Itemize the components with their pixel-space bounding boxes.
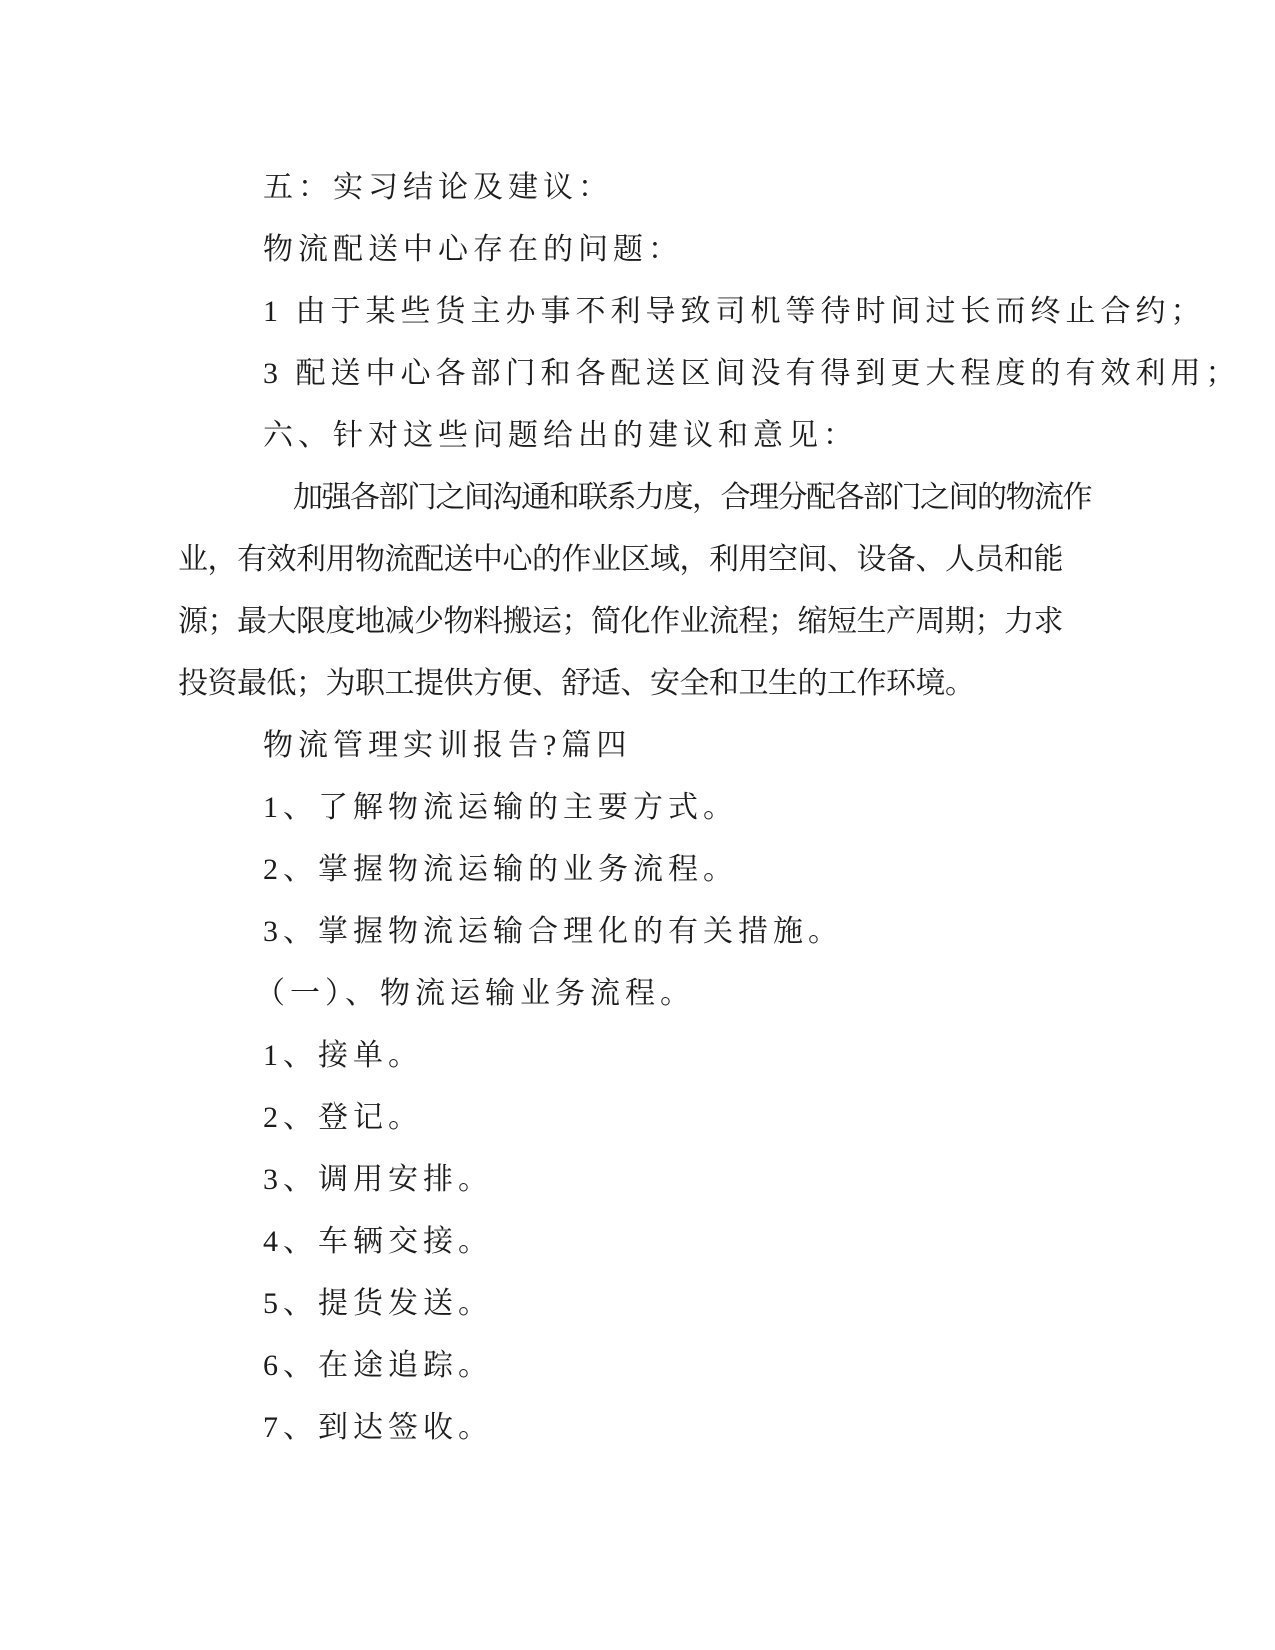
text-line: 3、掌握物流运输合理化的有关措施。 <box>263 915 843 948</box>
text-line: 物流管理实训报告?篇四 <box>263 729 632 762</box>
text-line: 5、提货发送。 <box>263 1287 493 1320</box>
text-line: 1、了解物流运输的主要方式。 <box>263 791 738 824</box>
text-line: 2、掌握物流运输的业务流程。 <box>263 853 738 886</box>
text-line: 五：实习结论及建议： <box>263 171 613 204</box>
text-line: 业，有效利用物流配送中心的作业区域，利用空间、设备、人员和能 <box>178 543 1063 576</box>
text-line: 物流配送中心存在的问题： <box>263 233 683 266</box>
text-line: 7、到达签收。 <box>263 1411 493 1444</box>
text-line: 2、登记。 <box>263 1101 423 1134</box>
document-lines <box>0 157 1275 1459</box>
text-line: 4、车辆交接。 <box>263 1225 493 1258</box>
text-line: 加强各部门之间沟通和联系力度，合理分配各部门之间的物流作 <box>293 481 1091 514</box>
text-line: 源；最大限度地减少物料搬运；简化作业流程；缩短生产周期；力求 <box>178 605 1063 638</box>
text-line: 六、针对这些问题给出的建议和意见： <box>263 419 858 452</box>
text-line: 3 配送中心各部门和各配送区间没有得到更大程度的有效利用； <box>263 357 1241 390</box>
text-line: 3、调用安排。 <box>263 1163 493 1196</box>
text-line: （一）、物流运输业务流程。 <box>255 977 695 1010</box>
text-line: 投资最低；为职工提供方便、舒适、安全和卫生的工作环境。 <box>178 667 975 700</box>
text-line: 1 由于某些货主办事不利导致司机等待时间过长而终止合约； <box>263 295 1206 328</box>
text-line: 1、接单。 <box>263 1039 423 1072</box>
text-line: 6、在途追踪。 <box>263 1349 493 1382</box>
